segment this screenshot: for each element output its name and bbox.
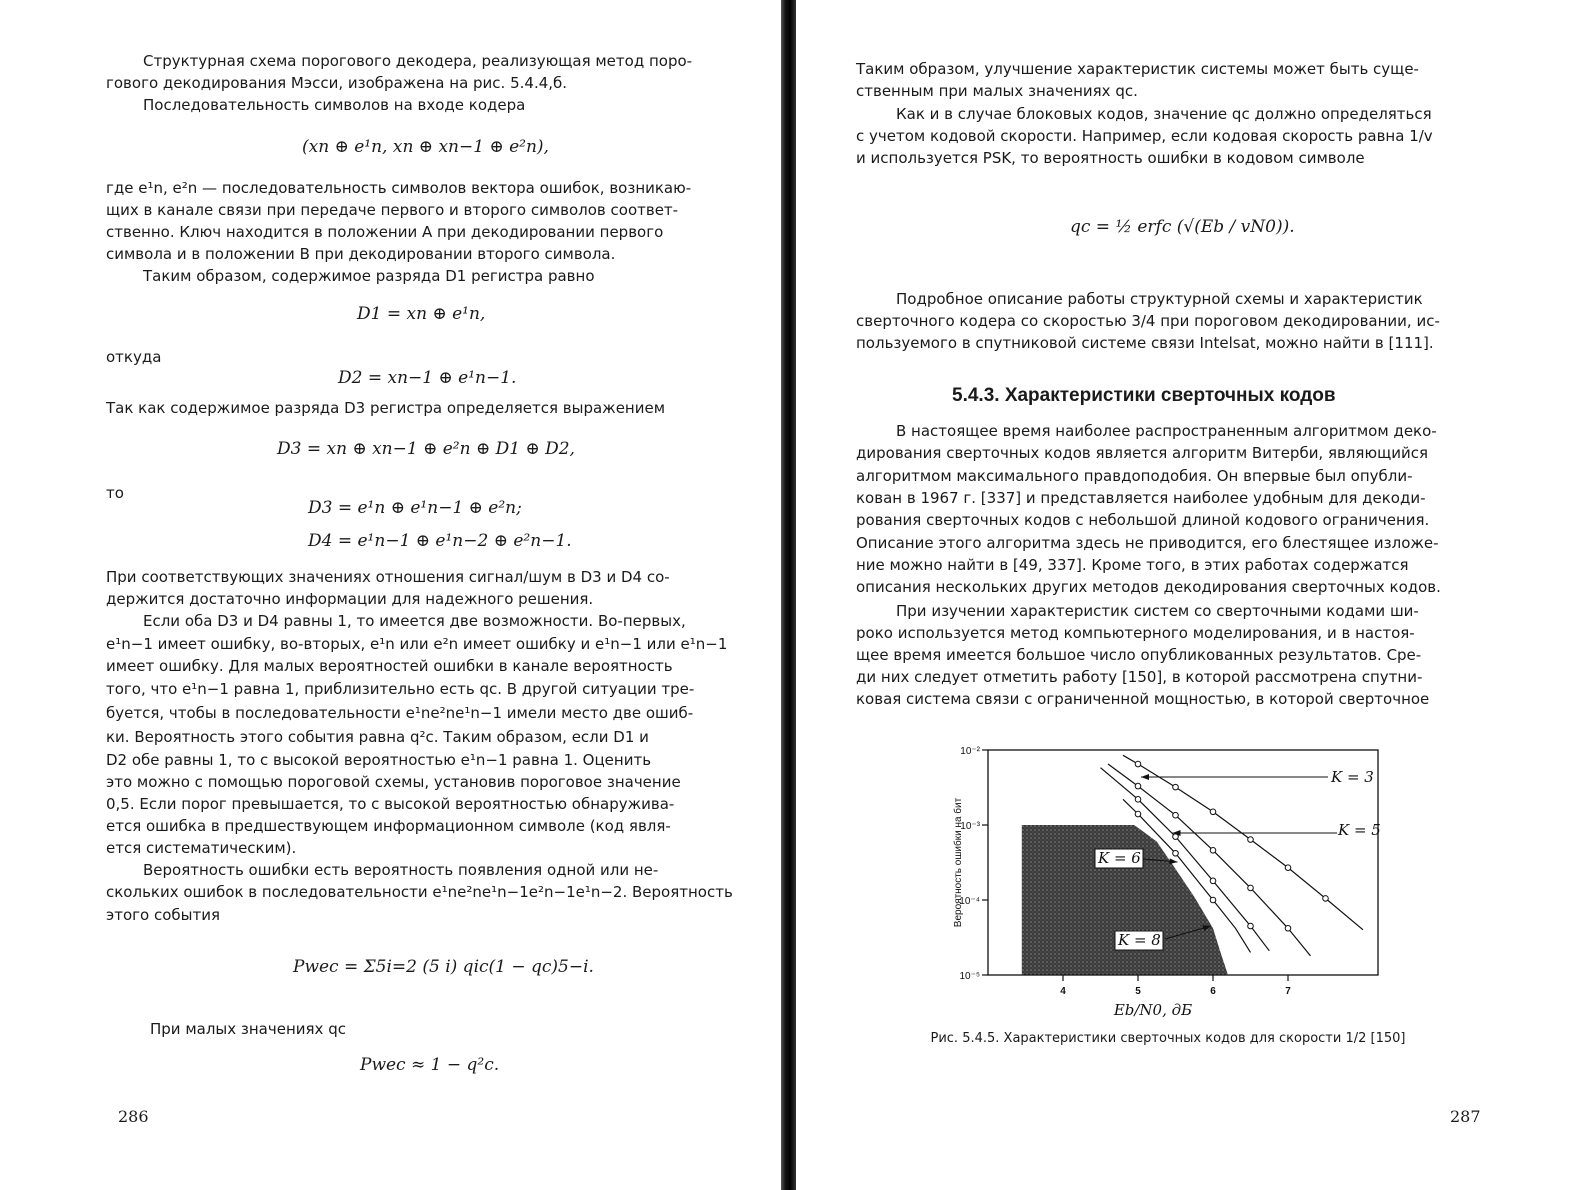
x-tick-label: 5 bbox=[1135, 986, 1141, 997]
text-line: того, что e¹n−1 равна 1, приблизительно есть qc. В другой ситуации тре- bbox=[106, 680, 695, 698]
data-point bbox=[1210, 809, 1216, 815]
text-line: Вероятность ошибки есть вероятность появления одной или не- bbox=[143, 861, 659, 879]
text-line: то bbox=[106, 484, 124, 502]
data-point bbox=[1248, 923, 1254, 929]
x-axis-label: Eb/N0, дБ bbox=[1113, 1001, 1193, 1019]
text-line: ственным при малых значениях qc. bbox=[856, 82, 1138, 100]
text-line: При соответствующих значениях отношения сигнал/шум в D3 и D4 со- bbox=[106, 568, 670, 586]
text-line: сверточного кодера со скоростью 3/4 при пороговом декодировании, ис- bbox=[856, 312, 1440, 330]
text-line: буется, чтобы в последовательности e¹ne²ne¹n−1 имели место две ошиб- bbox=[106, 704, 694, 722]
page-number: 287 bbox=[1450, 1107, 1481, 1126]
text-line: гового декодирования Мэсси, изображена на рис. 5.4.4,б. bbox=[106, 74, 568, 92]
text-line: Описание этого алгоритма здесь не приводится, его блестящее изложе- bbox=[856, 534, 1439, 552]
data-point bbox=[1173, 784, 1179, 790]
text-line: Таким образом, содержимое разряда D1 регистра равно bbox=[143, 267, 595, 285]
text-line: щих в канале связи при передаче первого и второго символов соответ- bbox=[106, 201, 679, 219]
section-heading: 5.4.3. Характеристики сверточных кодов bbox=[952, 385, 1336, 406]
text-line: описания нескольких других методов декодирования сверточных кодов. bbox=[856, 578, 1441, 596]
right-page bbox=[800, 0, 1587, 1190]
x-tick-label: 4 bbox=[1060, 986, 1066, 997]
x-tick-label: 7 bbox=[1285, 986, 1291, 997]
curve-label: K = 6 bbox=[1098, 849, 1141, 867]
curve-label: K = 5 bbox=[1338, 821, 1381, 839]
text-line: этого события bbox=[106, 906, 221, 924]
formula: D4 = e¹n−1 ⊕ e¹n−2 ⊕ e²n−1. bbox=[308, 531, 572, 551]
figure-caption: Рис. 5.4.5. Характеристики сверточных кодов для скорости 1/2 [150] bbox=[930, 1031, 1406, 1046]
text-line: При изучении характеристик систем со сверточными кодами ши- bbox=[896, 602, 1419, 620]
text-line: с учетом кодовой скорости. Например, если кодовая скорость равна 1/v bbox=[856, 127, 1433, 145]
data-point bbox=[1135, 761, 1141, 767]
formula: D3 = e¹n ⊕ e¹n−1 ⊕ e²n; bbox=[308, 498, 522, 518]
text-line: имеет ошибку. Для малых вероятностей ошибки в канале вероятность bbox=[106, 657, 673, 675]
text-line: алгоритмом максимального правдоподобия. Он впервые был опубли- bbox=[856, 467, 1413, 485]
data-point bbox=[1135, 783, 1141, 789]
text-line: это можно с помощью пороговой схемы, установив пороговое значение bbox=[106, 773, 681, 791]
data-point bbox=[1210, 897, 1216, 903]
text-line: ковая система связи с ограниченной мощностью, в которой сверточное bbox=[856, 690, 1430, 708]
text-line: 0,5. Если порог превышается, то с высокой вероятностью обнаружива- bbox=[106, 795, 675, 813]
text-line: дирования сверточных кодов является алгоритм Витерби, являющийся bbox=[856, 444, 1428, 462]
formula: qc = ½ erfc (√(Eb / vN0)). bbox=[1070, 217, 1295, 237]
text-line: щее время имеется большое число опубликованных результатов. Сре- bbox=[856, 646, 1422, 664]
ber-chart bbox=[938, 745, 1388, 1030]
text-line: ственно. Ключ находится в положении A при декодировании первого bbox=[106, 223, 664, 241]
label-arrow-head bbox=[1169, 858, 1177, 864]
text-line: Подробное описание работы структурной схемы и характеристик bbox=[896, 290, 1423, 308]
y-tick-label: 10⁻² bbox=[960, 746, 980, 757]
left-page bbox=[0, 0, 780, 1190]
text-line: роко используется метод компьютерного моделирования, и в настоя- bbox=[856, 624, 1415, 642]
text-line: и используется PSK, то вероятность ошибки в кодовом символе bbox=[856, 149, 1365, 167]
text-line: рования сверточных кодов с небольшой длиной кодового ограничения. bbox=[856, 511, 1430, 529]
y-tick-label: 10⁻⁵ bbox=[959, 971, 980, 982]
curve-label: K = 8 bbox=[1118, 931, 1161, 949]
text-line: Как и в случае блоковых кодов, значение qc должно определяться bbox=[896, 105, 1432, 123]
formula: Pwec = Σ5i=2 (5 i) qic(1 − qc)5−i. bbox=[293, 957, 594, 977]
formula: D1 = xn ⊕ e¹n, bbox=[357, 304, 486, 324]
text-line: e¹n−1 имеет ошибку, во-вторых, e¹n или e²n имеет ошибку и e¹n−1 или e¹n−1 bbox=[106, 635, 728, 653]
text-line: D2 обе равны 1, то с высокой вероятностью e¹n−1 равна 1. Оценить bbox=[106, 751, 652, 769]
formula: D2 = xn−1 ⊕ e¹n−1. bbox=[338, 368, 517, 388]
text-line: Структурная схема порогового декодера, реализующая метод поро- bbox=[143, 52, 693, 70]
data-point bbox=[1248, 885, 1254, 891]
text-line: Так как содержимое разряда D3 регистра определяется выражением bbox=[106, 399, 666, 417]
y-tick-label: 10⁻⁴ bbox=[959, 896, 980, 907]
data-point bbox=[1285, 865, 1291, 871]
shaded-region bbox=[1022, 825, 1228, 975]
text-line: ется ошибка в предшествующем информационном символе (код явля- bbox=[106, 817, 671, 835]
data-point bbox=[1173, 812, 1179, 818]
text-line: где e¹n, e²n — последовательность символов вектора ошибок, возникаю- bbox=[106, 179, 692, 197]
data-point bbox=[1210, 847, 1216, 853]
text-line: ки. Вероятность этого события равна q²c. Таким образом, если D1 и bbox=[106, 728, 649, 746]
text-line: При малых значениях qc bbox=[150, 1020, 346, 1038]
text-line: Последовательность символов на входе кодера bbox=[143, 96, 526, 114]
x-tick-label: 6 bbox=[1210, 986, 1216, 997]
label-arrow-head bbox=[1141, 774, 1149, 780]
text-line: кован в 1967 г. [337] и представляется наиболее удобным для декоди- bbox=[856, 489, 1426, 507]
data-point bbox=[1173, 850, 1179, 856]
text-line: ние можно найти в [49, 337]. Кроме того, в этих работах содержатся bbox=[856, 556, 1409, 574]
formula: D3 = xn ⊕ xn−1 ⊕ e²n ⊕ D1 ⊕ D2, bbox=[277, 439, 575, 459]
text-line: символа и в положении B при декодировании второго символа. bbox=[106, 245, 616, 263]
text-line: В настоящее время наиболее распространенным алгоритмом деко- bbox=[896, 422, 1437, 440]
y-axis-label: Вероятность ошибки на бит bbox=[953, 797, 964, 928]
curve-label: K = 3 bbox=[1331, 768, 1374, 786]
data-point bbox=[1135, 811, 1141, 817]
data-point bbox=[1285, 925, 1291, 931]
page-number: 286 bbox=[118, 1107, 149, 1126]
text-line: Таким образом, улучшение характеристик системы может быть суще- bbox=[856, 60, 1419, 78]
formula: Pwec ≈ 1 − q²c. bbox=[360, 1055, 500, 1075]
text-line: скольких ошибок в последовательности e¹ne²ne¹n−1e²n−1e¹n−2. Вероятность bbox=[106, 883, 733, 901]
text-line: откуда bbox=[106, 348, 162, 366]
text-line: пользуемого в спутниковой системе связи Intelsat, можно найти в [111]. bbox=[856, 334, 1434, 352]
chart-svg bbox=[938, 745, 1388, 1030]
data-point bbox=[1135, 797, 1141, 803]
book-spine bbox=[781, 0, 796, 1190]
data-point bbox=[1323, 896, 1329, 902]
formula: (xn ⊕ e¹n, xn ⊕ xn−1 ⊕ e²n), bbox=[302, 137, 549, 157]
y-tick-label: 10⁻³ bbox=[960, 821, 980, 832]
text-line: Если оба D3 и D4 равны 1, то имеется две возможности. Во-первых, bbox=[143, 612, 686, 630]
data-point bbox=[1210, 878, 1216, 884]
text-line: ди них следует отметить работу [150], в которой рассмотрена спутни- bbox=[856, 668, 1423, 686]
text-line: ется систематическим). bbox=[106, 839, 297, 857]
text-line: держится достаточно информации для надежного решения. bbox=[106, 590, 594, 608]
data-point bbox=[1248, 837, 1254, 843]
